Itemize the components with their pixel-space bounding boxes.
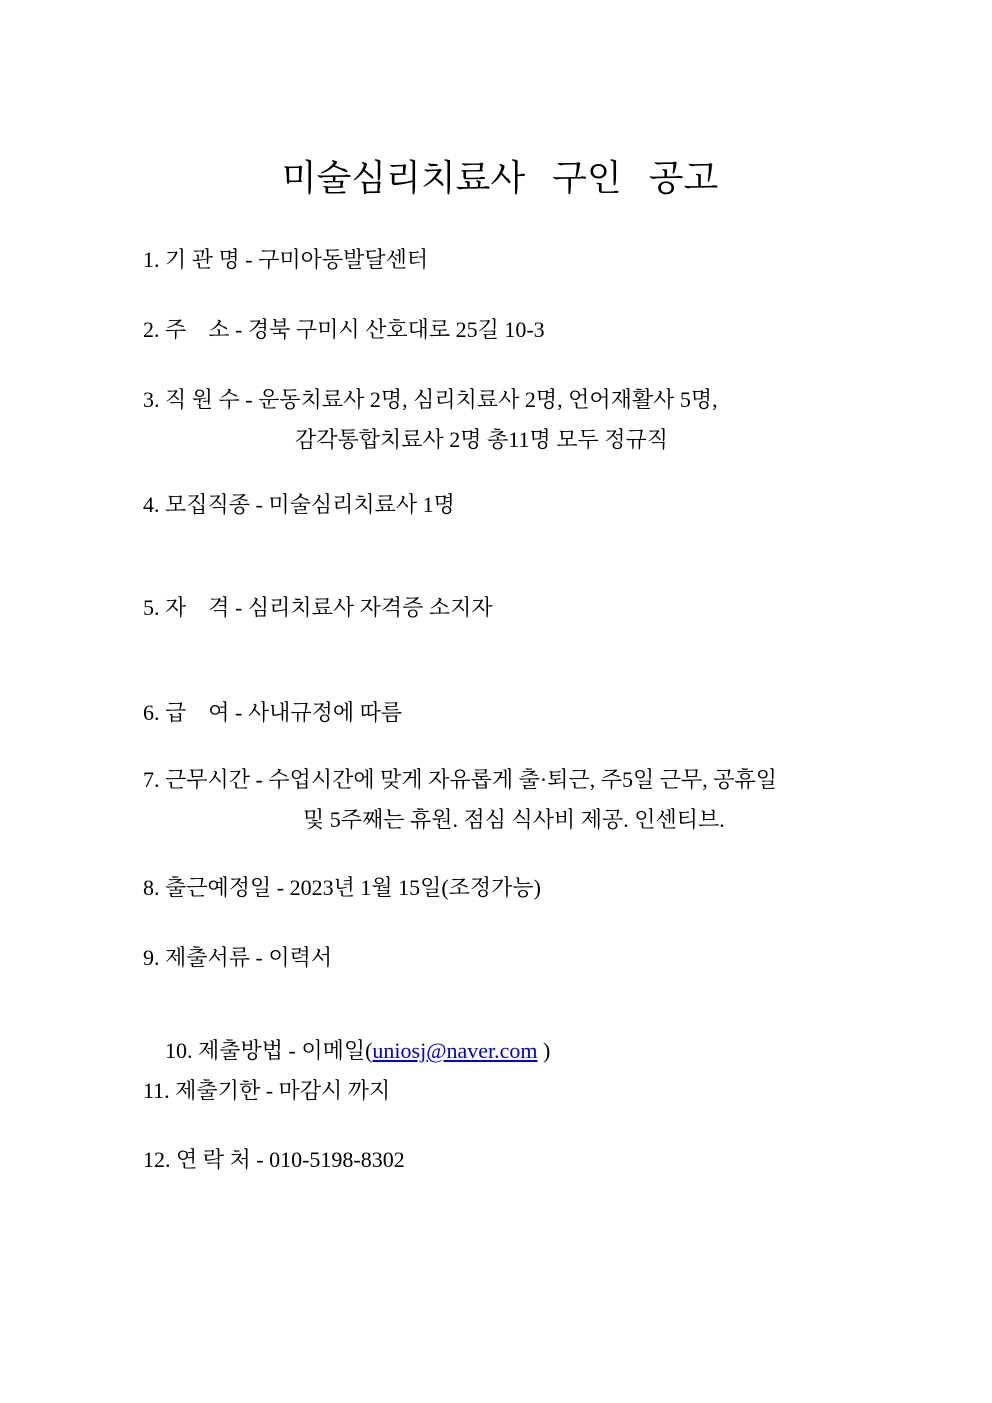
item-institution-name: 1. 기 관 명 - 구미아동발달센터 bbox=[143, 247, 429, 272]
item-required-documents: 9. 제출서류 - 이력서 bbox=[143, 945, 333, 970]
item-deadline: 11. 제출기한 - 마감시 까지 bbox=[143, 1078, 391, 1103]
item-staff-count: 3. 직 원 수 - 운동치료사 2명, 심리치료사 2명, 언어재활사 5명, bbox=[143, 387, 718, 412]
item-salary: 6. 급 여 - 사내규정에 따름 bbox=[143, 700, 403, 725]
item-qualification: 5. 자 격 - 심리치료사 자격증 소지자 bbox=[143, 595, 493, 620]
document-title: 미술심리치료사 구인 공고 bbox=[281, 158, 719, 198]
submission-method-prefix: 10. 제출방법 - 이메일( bbox=[165, 1038, 373, 1063]
submission-method-suffix: ) bbox=[537, 1038, 551, 1063]
item-staff-count-line2: 감각통합치료사 2명 총11명 모두 정규직 bbox=[295, 427, 668, 452]
item-working-hours-line2: 및 5주째는 휴원. 점심 식사비 제공. 인센티브. bbox=[303, 807, 725, 832]
email-link[interactable]: uniosj@naver.com bbox=[372, 1038, 538, 1063]
item-recruit-position: 4. 모집직종 - 미술심리치료사 1명 bbox=[143, 492, 455, 517]
item-working-hours: 7. 근무시간 - 수업시간에 맞게 자유롭게 출·퇴근, 주5일 근무, 공휴일 bbox=[143, 767, 777, 792]
item-address: 2. 주 소 - 경북 구미시 산호대로 25길 10-3 bbox=[143, 317, 545, 342]
item-contact-number: 12. 연 락 처 - 010-5198-8302 bbox=[143, 1147, 405, 1172]
item-start-date: 8. 출근예정일 - 2023년 1월 15일(조정가능) bbox=[143, 875, 542, 900]
